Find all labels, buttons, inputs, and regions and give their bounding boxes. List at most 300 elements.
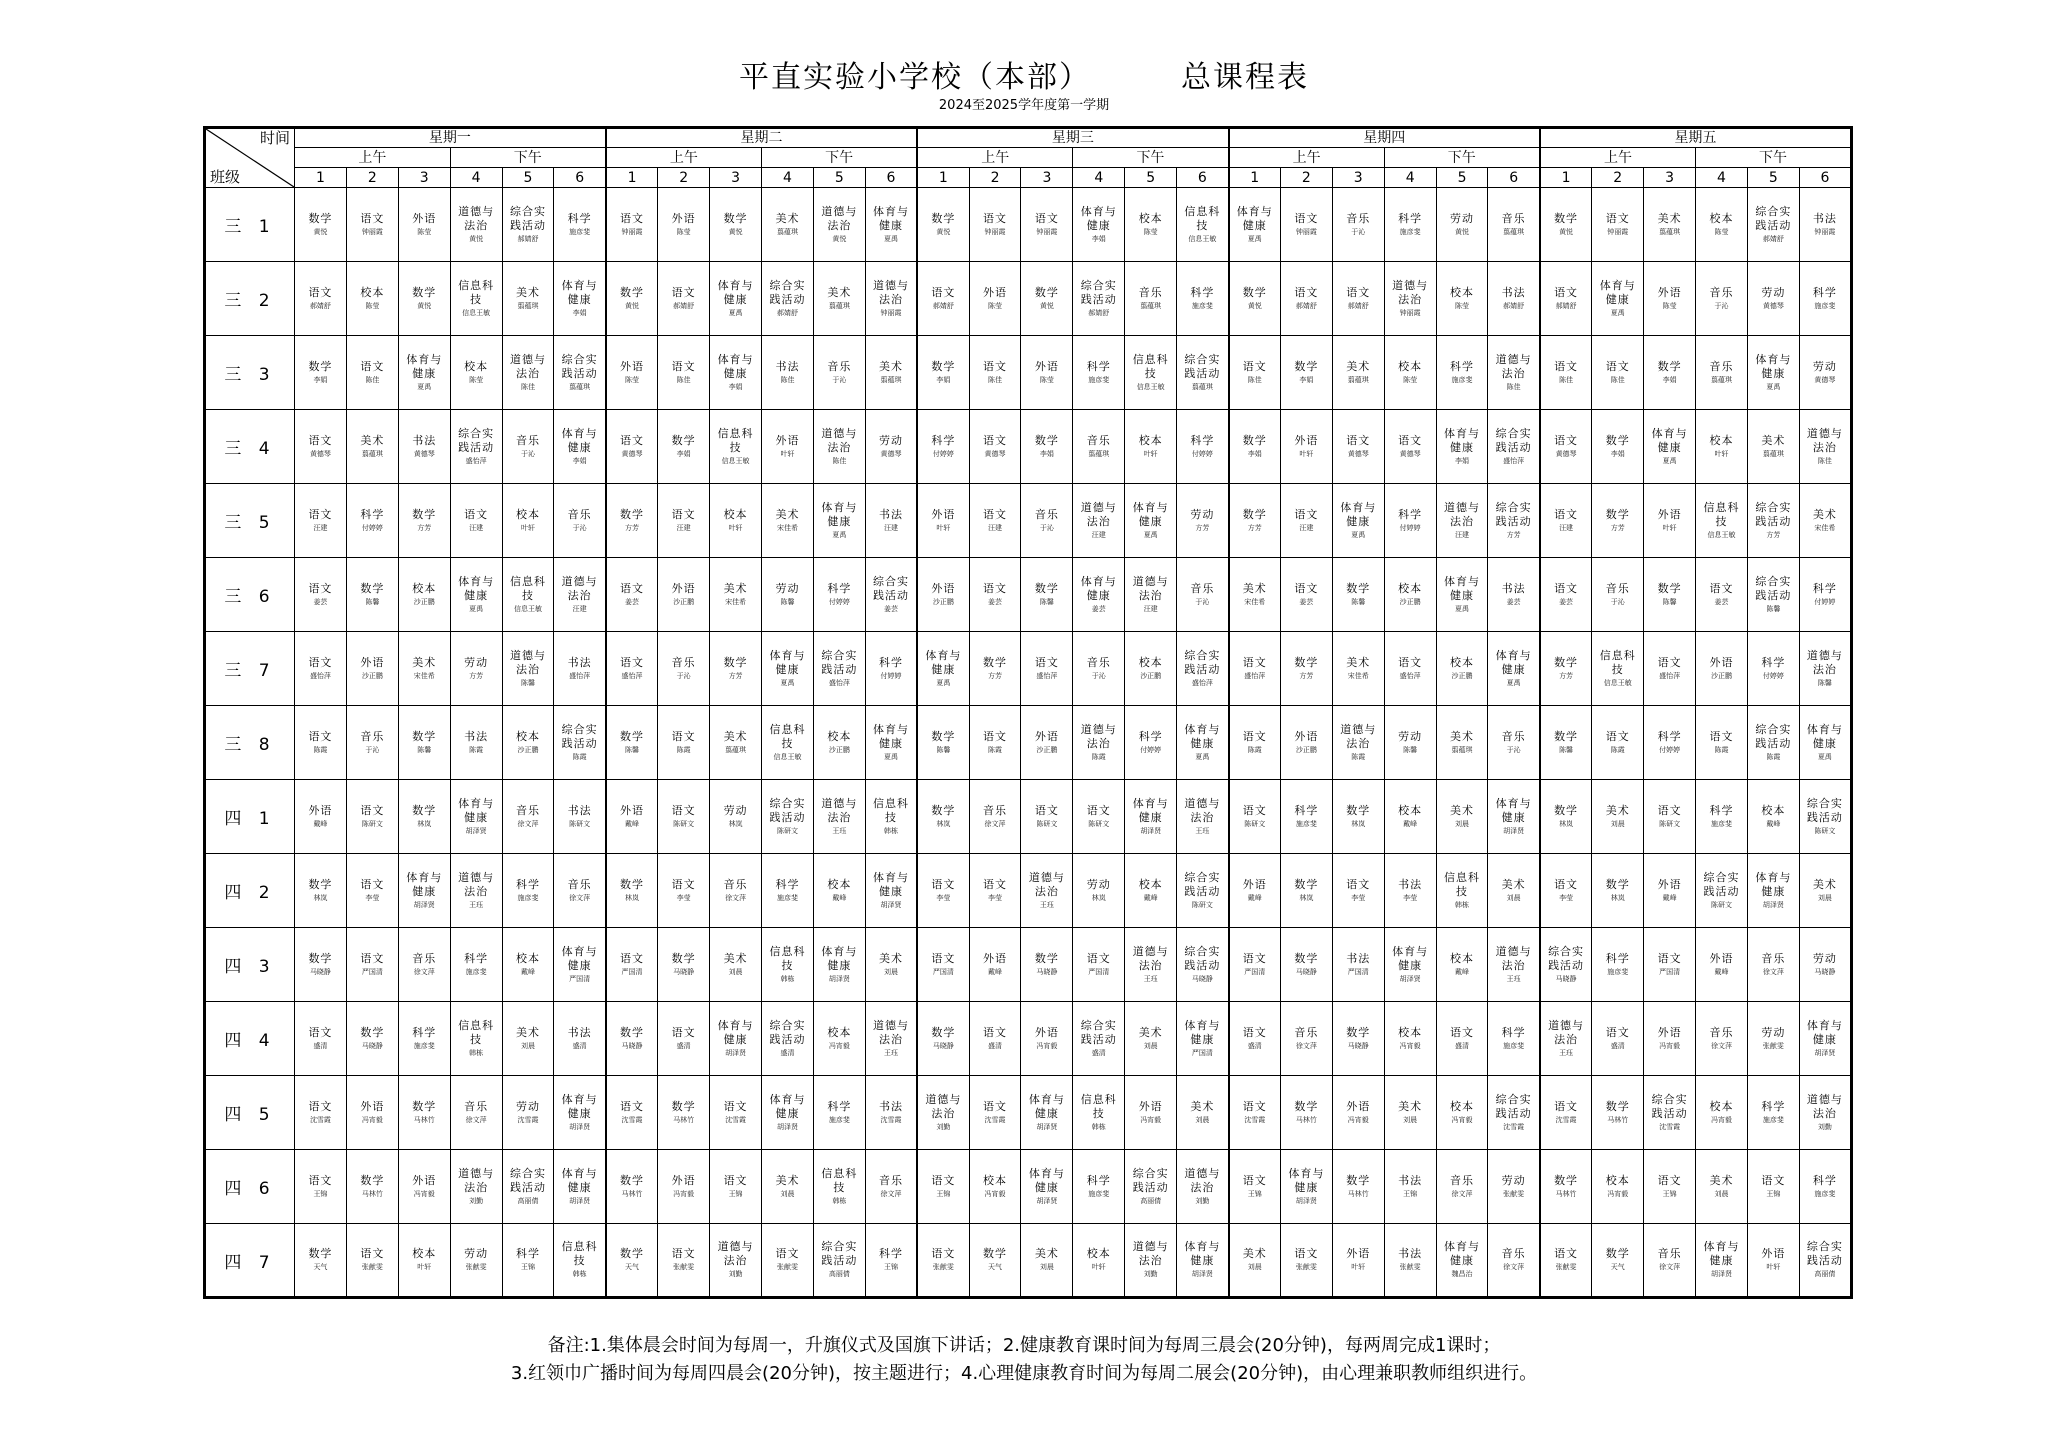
subject-name: 外语 <box>620 803 645 817</box>
subject-name: 道德与 法治 <box>458 204 495 232</box>
teacher-name: 陈研文 <box>1244 819 1266 828</box>
timetable-cell <box>969 1076 1021 1150</box>
timetable-cell <box>450 484 502 558</box>
subject-name: 音乐 <box>1450 1173 1475 1187</box>
timetable-cell <box>969 706 1021 780</box>
subject-name: 校本 <box>1138 211 1163 225</box>
teacher-name: 于沁 <box>1506 745 1521 754</box>
subject-name: 外语 <box>1346 1099 1371 1113</box>
teacher-name: 王锦 <box>936 1189 951 1198</box>
teacher-name: 宋佳希 <box>1347 671 1369 680</box>
teacher-name: 于沁 <box>1091 671 1106 680</box>
corner-time-label: 时间 <box>259 129 290 147</box>
teacher-name: 信息王敏 <box>1707 530 1736 539</box>
timetable-cell <box>554 188 606 262</box>
day-header: 星期四 <box>1229 128 1540 148</box>
teacher-name: 施彦斐 <box>828 1115 850 1124</box>
subject-name: 外语 <box>1034 729 1059 743</box>
timetable-cell <box>502 262 554 336</box>
subject-name: 综合实 践活动 <box>1755 500 1792 528</box>
teacher-name: 叶轩 <box>936 523 951 532</box>
teacher-name: 陈馨 <box>1766 604 1781 613</box>
teacher-name: 方芳 <box>1195 523 1210 532</box>
teacher-name: 施彦斐 <box>1088 375 1110 384</box>
timetable-cell <box>1021 632 1073 706</box>
timetable-cell <box>1592 410 1644 484</box>
day-header: 星期三 <box>917 128 1228 148</box>
timetable-cell <box>1644 1224 1696 1298</box>
subject-name: 道德与 法治 <box>717 1240 754 1267</box>
timetable-cell <box>1540 558 1592 632</box>
timetable-cell <box>1644 1150 1696 1224</box>
subject-name: 综合实 践活动 <box>1184 352 1221 380</box>
teacher-name: 方芳 <box>988 671 1003 680</box>
teacher-name: 李娟 <box>572 308 587 317</box>
teacher-name: 李莹 <box>365 893 380 902</box>
timetable-cell <box>1021 928 1073 1002</box>
teacher-name: 信息王敏 <box>721 456 750 465</box>
teacher-name: 陈馨 <box>625 745 640 754</box>
teacher-name: 盛清 <box>572 1041 587 1050</box>
subject-name: 语文 <box>1086 951 1111 965</box>
timetable-cell <box>917 336 969 410</box>
timetable-cell <box>450 262 502 336</box>
class-row <box>205 558 1852 632</box>
timetable-cell <box>1488 1150 1540 1224</box>
subject-name: 数学 <box>308 359 333 373</box>
subject-name: 书法 <box>1398 1247 1423 1260</box>
subject-name: 校本 <box>1709 433 1734 447</box>
teacher-name: 翦蕴琪 <box>361 449 383 458</box>
timetable-cell <box>1073 410 1125 484</box>
subject-name: 书法 <box>1398 1173 1423 1187</box>
teacher-name: 陈佳 <box>1610 375 1625 384</box>
timetable-cell <box>1177 188 1229 262</box>
teacher-name: 李莹 <box>1403 893 1418 902</box>
timetable-cell <box>346 410 398 484</box>
timetable-cell <box>1384 558 1436 632</box>
teacher-name: 宋佳希 <box>776 523 798 532</box>
teacher-name: 马林竹 <box>1607 1115 1629 1124</box>
subject-name: 语文 <box>671 1025 696 1039</box>
teacher-name: 刘勤 <box>728 1270 743 1278</box>
subject-name: 综合实 践活动 <box>1184 648 1221 676</box>
subject-name: 音乐 <box>1501 211 1526 225</box>
timetable-cell <box>1280 484 1332 558</box>
subject-name: 科学 <box>1812 581 1837 595</box>
subject-name: 综合实 践活动 <box>821 648 858 676</box>
subject-name: 数学 <box>1554 729 1579 743</box>
teacher-name: 付婷婷 <box>828 597 850 606</box>
timetable-cell <box>1644 706 1696 780</box>
teacher-name: 徐文萍 <box>413 967 435 976</box>
teacher-name: 陈佳 <box>988 375 1003 384</box>
teacher-name: 戴峰 <box>1714 967 1729 976</box>
timetable-cell <box>917 632 969 706</box>
subject-name: 语文 <box>308 1025 333 1039</box>
teacher-name: 陈莹 <box>625 375 640 384</box>
teacher-name: 胡泽贤 <box>1140 826 1162 835</box>
teacher-name: 盛清 <box>1610 1041 1625 1050</box>
timetable-cell <box>502 558 554 632</box>
timetable-cell <box>1696 1002 1748 1076</box>
timetable-cell <box>1540 706 1592 780</box>
timetable-cell <box>398 854 450 928</box>
subject-name: 语文 <box>1554 1099 1579 1113</box>
timetable-cell <box>1488 262 1540 336</box>
timetable-cell <box>865 262 917 336</box>
timetable-cell <box>1021 336 1073 410</box>
timetable-cell <box>1073 780 1125 854</box>
teacher-name: 王锦 <box>1403 1189 1418 1198</box>
teacher-name: 王锦 <box>1662 1189 1677 1198</box>
timetable-cell <box>865 1076 917 1150</box>
teacher-name: 叶轩 <box>780 449 795 458</box>
teacher-name: 胡泽贤 <box>725 1048 747 1057</box>
timetable-cell <box>658 1150 710 1224</box>
timetable-cell <box>1384 1224 1436 1298</box>
timetable-cell <box>762 706 814 780</box>
teacher-name: 徐文萍 <box>517 819 539 828</box>
timetable-cell <box>502 928 554 1002</box>
subject-name: 语文 <box>671 729 696 743</box>
subject-name: 信息科 技 <box>769 722 806 750</box>
class-row <box>205 1150 1852 1224</box>
subject-name: 数学 <box>1294 1099 1319 1113</box>
subject-name: 数学 <box>620 1247 645 1260</box>
timetable-cell <box>1592 1224 1644 1298</box>
subject-name: 道德与 法治 <box>1392 278 1429 306</box>
teacher-name: 戴峰 <box>1662 893 1677 902</box>
teacher-name: 陈佳 <box>832 456 847 465</box>
timetable-cell <box>762 1150 814 1224</box>
subject-name: 数学 <box>308 211 333 225</box>
subject-name: 劳动 <box>464 1247 489 1260</box>
am-header: 上午 <box>1540 148 1696 168</box>
teacher-name: 徐文萍 <box>1710 1041 1732 1050</box>
timetable-cell <box>1073 706 1125 780</box>
timetable-cell <box>1125 632 1177 706</box>
teacher-name: 胡泽贤 <box>1036 1196 1058 1205</box>
teacher-name: 郝婧舒 <box>1347 301 1369 310</box>
teacher-name: 盛清 <box>676 1041 691 1050</box>
subject-name: 劳动 <box>464 655 489 669</box>
timetable-cell <box>1384 780 1436 854</box>
teacher-name: 陈佳 <box>780 375 795 384</box>
teacher-name: 姜芸 <box>1714 597 1729 606</box>
subject-name: 语文 <box>1554 507 1579 521</box>
timetable-cell <box>346 336 398 410</box>
subject-name: 语文 <box>671 803 696 817</box>
teacher-name: 陈馨 <box>1817 678 1832 687</box>
timetable-cell <box>762 854 814 928</box>
subject-name: 外语 <box>412 1173 437 1187</box>
timetable-cell <box>1229 484 1281 558</box>
subject-name: 科学 <box>878 1247 903 1260</box>
timetable-cell <box>1540 188 1592 262</box>
subject-name: 语文 <box>308 1099 333 1113</box>
timetable-cell <box>762 1002 814 1076</box>
day-header: 星期一 <box>295 128 606 148</box>
timetable-cell <box>1747 1076 1799 1150</box>
teacher-name: 胡泽贤 <box>1814 1048 1836 1057</box>
timetable-cell <box>1696 558 1748 632</box>
teacher-name: 张献雯 <box>1762 1041 1784 1050</box>
teacher-name: 宋佳希 <box>1244 597 1266 606</box>
timetable-cell <box>969 336 1021 410</box>
teacher-name: 刘晨 <box>1143 1041 1158 1050</box>
subject-name: 数学 <box>1346 581 1371 595</box>
subject-name: 数学 <box>671 433 696 447</box>
teacher-name: 陈研文 <box>569 819 591 828</box>
timetable-cell <box>710 188 762 262</box>
subject-name: 语文 <box>931 1173 956 1187</box>
teacher-name: 陈霞 <box>676 745 691 754</box>
teacher-name: 翦蕴琪 <box>1088 449 1110 458</box>
subject-name: 科学 <box>360 507 385 521</box>
subject-name: 道德与 法治 <box>1028 870 1065 898</box>
teacher-name: 陈霞 <box>1766 752 1781 761</box>
timetable-cell <box>917 484 969 558</box>
timetable-cell <box>1488 706 1540 780</box>
subject-name: 美术 <box>516 1025 540 1039</box>
class-row <box>205 632 1852 706</box>
teacher-name: 陈莹 <box>1455 301 1470 310</box>
teacher-name: 方芳 <box>469 671 484 680</box>
period-number: 1 <box>1540 168 1592 188</box>
timetable-cell <box>606 1150 658 1224</box>
timetable-cell <box>1540 1002 1592 1076</box>
teacher-name: 姜芸 <box>1559 597 1574 606</box>
timetable-cell <box>969 854 1021 928</box>
subject-name: 综合实 践活动 <box>1184 944 1221 972</box>
teacher-name: 冯宵毅 <box>413 1189 435 1198</box>
timetable-cell <box>606 854 658 928</box>
timetable-cell <box>762 484 814 558</box>
timetable-cell <box>710 928 762 1002</box>
subject-name: 道德与 法治 <box>458 870 495 898</box>
subject-name: 体育与 健康 <box>1132 500 1169 528</box>
pm-header: 下午 <box>450 148 606 168</box>
teacher-name: 戴峰 <box>1766 819 1781 828</box>
subject-name: 信息科 技 <box>769 944 806 972</box>
subject-name: 语文 <box>723 1099 748 1113</box>
teacher-name: 胡泽贤 <box>413 900 435 909</box>
period-number: 1 <box>917 168 969 188</box>
subject-name: 语文 <box>620 655 645 669</box>
teacher-name: 冯宵毅 <box>361 1115 383 1124</box>
teacher-name: 戴峰 <box>832 893 847 902</box>
teacher-name: 冯宵毅 <box>673 1189 695 1198</box>
timetable-cell <box>969 188 1021 262</box>
subject-name: 校本 <box>1138 877 1163 891</box>
timetable-cell <box>1540 854 1592 928</box>
teacher-name: 郝婧舒 <box>673 301 695 310</box>
subject-name: 美术 <box>1812 877 1837 891</box>
teacher-name: 王锦 <box>1766 1189 1781 1198</box>
timetable-cell <box>1644 1002 1696 1076</box>
timetable-cell <box>762 928 814 1002</box>
timetable-cell <box>1436 558 1488 632</box>
subject-name: 语文 <box>983 359 1008 373</box>
subject-name: 美术 <box>516 285 540 299</box>
class-label: 三 5 <box>205 484 295 558</box>
timetable-cell <box>762 780 814 854</box>
teacher-name: 胡泽贤 <box>1036 1122 1058 1131</box>
timetable-cell <box>502 1224 554 1298</box>
teacher-name: 盛怡萍 <box>621 671 643 680</box>
teacher-name: 宋佳希 <box>1814 523 1836 532</box>
subject-name: 语文 <box>1086 803 1111 817</box>
subject-name: 校本 <box>360 285 385 299</box>
teacher-name: 刘晨 <box>1455 819 1470 828</box>
teacher-name: 陈莹 <box>1039 375 1054 384</box>
timetable-cell <box>1644 1076 1696 1150</box>
teacher-name: 沈雪霞 <box>725 1115 747 1124</box>
am-header: 上午 <box>917 148 1073 168</box>
subject-name: 道德与 法治 <box>1340 722 1377 750</box>
subject-name: 语文 <box>1657 655 1682 669</box>
subject-name: 道德与 法治 <box>510 352 546 380</box>
teacher-name: 方芳 <box>1299 671 1314 680</box>
timetable-cell <box>917 188 969 262</box>
subject-name: 科学 <box>1086 359 1111 373</box>
subject-name: 语文 <box>1242 729 1267 743</box>
subject-name: 语文 <box>308 581 333 595</box>
subject-name: 语文 <box>931 951 956 965</box>
teacher-name: 张献雯 <box>673 1263 695 1271</box>
teacher-name: 张献雯 <box>1295 1263 1317 1271</box>
timetable-cell <box>502 188 554 262</box>
subject-name: 劳动 <box>1812 359 1837 373</box>
teacher-name: 王珏 <box>1039 900 1054 909</box>
teacher-name: 胡泽贤 <box>1710 1270 1732 1278</box>
timetable-cell <box>710 706 762 780</box>
class-label: 三 7 <box>205 632 295 706</box>
teacher-name: 方芳 <box>1247 523 1262 532</box>
subject-name: 数学 <box>412 507 437 521</box>
timetable-cell <box>1384 928 1436 1002</box>
timetable-cell <box>346 1150 398 1224</box>
teacher-name: 李娟 <box>676 449 691 458</box>
teacher-name: 汪建 <box>1559 523 1574 532</box>
timetable-cell <box>969 1002 1021 1076</box>
subject-name: 音乐 <box>1034 507 1059 521</box>
subject-name: 道德与 法治 <box>1444 500 1481 528</box>
timetable-cell <box>1125 262 1177 336</box>
subject-name: 语文 <box>1554 285 1579 299</box>
subject-name: 外语 <box>1034 1025 1059 1039</box>
teacher-name: 刘晨 <box>1247 1263 1262 1271</box>
timetable-cell <box>1280 1002 1332 1076</box>
subject-name: 校本 <box>1709 1099 1734 1113</box>
timetable-cell <box>1229 336 1281 410</box>
subject-name: 音乐 <box>464 1099 489 1113</box>
corner-cell <box>205 128 295 188</box>
timetable-cell <box>969 928 1021 1002</box>
subject-name: 语文 <box>308 285 333 299</box>
timetable-cell <box>1436 410 1488 484</box>
teacher-name: 严国清 <box>361 967 383 976</box>
timetable-cell <box>1540 1224 1592 1298</box>
teacher-name: 刘勤 <box>469 1196 484 1205</box>
teacher-name: 刘晨 <box>780 1189 795 1198</box>
subject-name: 外语 <box>983 951 1008 965</box>
subject-name: 外语 <box>1657 877 1682 891</box>
timetable-cell <box>295 854 347 928</box>
subject-name: 语文 <box>983 433 1008 447</box>
timetable-cell <box>865 336 917 410</box>
timetable-cell <box>1799 706 1851 780</box>
teacher-name: 盛清 <box>1247 1041 1262 1050</box>
timetable-cell <box>295 780 347 854</box>
subject-name: 道德与 法治 <box>1806 1092 1843 1120</box>
period-number: 4 <box>762 168 814 188</box>
teacher-name: 汪建 <box>313 523 328 532</box>
subject-name: 语文 <box>671 877 696 891</box>
subject-name: 综合实 践活动 <box>1755 574 1792 602</box>
subject-name: 语文 <box>1554 581 1579 595</box>
timetable-cell <box>1436 188 1488 262</box>
timetable-cell <box>1540 484 1592 558</box>
timetable-cell <box>1177 928 1229 1002</box>
subject-name: 数学 <box>1605 1099 1630 1113</box>
subject-name: 数学 <box>1657 359 1682 373</box>
timetable-cell <box>1540 262 1592 336</box>
timetable-cell <box>1384 1150 1436 1224</box>
teacher-name: 高丽倩 <box>1814 1270 1836 1278</box>
timetable-cell <box>606 632 658 706</box>
teacher-name: 李莹 <box>936 893 951 902</box>
teacher-name: 沈雪霞 <box>984 1115 1006 1124</box>
note-line: 备注:1.集体晨会时间为每周一，升旗仪式及国旗下讲话；2.健康教育课时间为每周三晨会(20分钟)，每两周完成1课时； <box>547 1335 1501 1356</box>
teacher-name: 天气 <box>313 1263 328 1271</box>
timetable-cell <box>1073 854 1125 928</box>
timetable-cell <box>813 1150 865 1224</box>
timetable-cell <box>1592 558 1644 632</box>
teacher-name: 翦蕴琪 <box>1710 375 1732 384</box>
subject-name: 语文 <box>671 285 696 299</box>
subject-name: 美术 <box>1034 1247 1059 1260</box>
period-number: 3 <box>1644 168 1696 188</box>
timetable-cell <box>1229 854 1281 928</box>
timetable-cell <box>1747 484 1799 558</box>
timetable-cell <box>1229 706 1281 780</box>
period-number: 4 <box>450 168 502 188</box>
timetable-cell <box>658 336 710 410</box>
subject-name: 音乐 <box>1657 1247 1682 1260</box>
subject-name: 美术 <box>878 359 903 373</box>
timetable-cell <box>398 484 450 558</box>
teacher-name: 李莹 <box>988 893 1003 902</box>
timetable-cell <box>1073 558 1125 632</box>
teacher-name: 刘晨 <box>1195 1115 1210 1124</box>
teacher-name: 戴峰 <box>521 967 535 976</box>
teacher-name: 沙正鹏 <box>361 671 383 680</box>
teacher-name: 夏禹 <box>1247 234 1262 243</box>
class-label: 四 3 <box>205 928 295 1002</box>
timetable-cell <box>1332 558 1384 632</box>
teacher-name: 徐文萍 <box>1295 1041 1317 1050</box>
timetable-cell <box>1696 780 1748 854</box>
subject-name: 道德与 法治 <box>872 1018 909 1046</box>
subject-name: 数学 <box>1294 877 1319 891</box>
class-label: 四 5 <box>205 1076 295 1150</box>
subject-name: 校本 <box>1398 803 1423 817</box>
subject-name: 语文 <box>931 1247 956 1260</box>
timetable-cell <box>1177 410 1229 484</box>
period-number: 2 <box>346 168 398 188</box>
